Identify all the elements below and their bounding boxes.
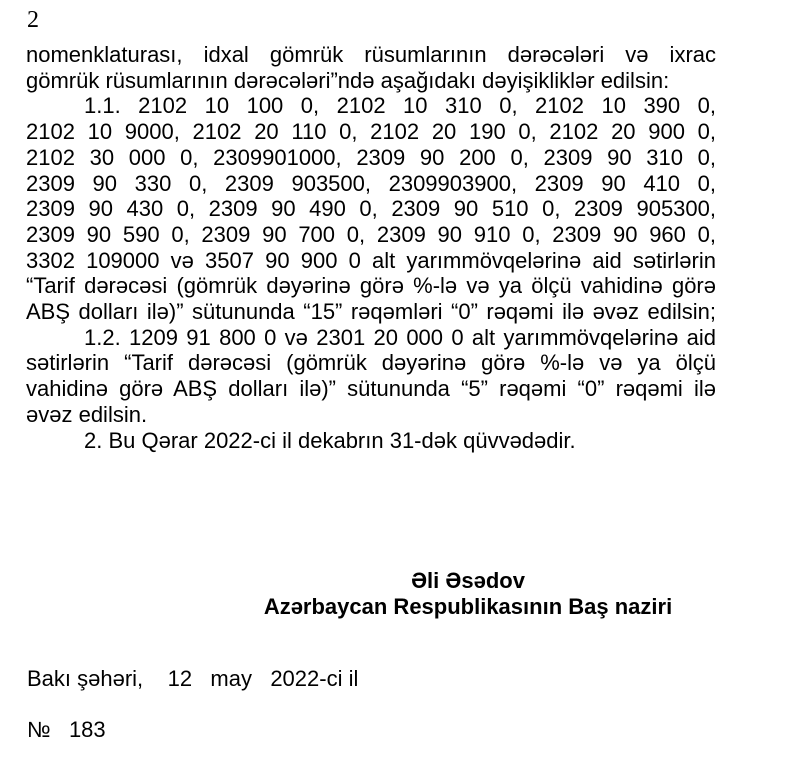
document-number: № 183 xyxy=(27,717,106,742)
body-line: əvəz edilsin. xyxy=(26,401,148,427)
body-line: 2102 10 9000, 2102 20 110 0, 2102 20 190 0, 2102 20 900 0, xyxy=(26,119,716,145)
body-line: 3302 109000 və 3507 90 900 0 alt yarımmövqelərinə aid sətirlərin xyxy=(26,247,716,273)
body-line: nomenklaturası, idxal gömrük rüsumlarının dərəcələri və ixrac xyxy=(26,42,716,67)
body-line: gömrük rüsumlarının dərəcələri”ndə aşağıdakı dəyişikliklər edilsin: xyxy=(26,67,670,93)
body-line: 2309 90 330 0, 2309 903500, 2309903900, 2309 90 410 0, xyxy=(26,170,716,196)
signatory-name: Əli Əsədov xyxy=(411,568,525,593)
body-line: 1.2. 1209 91 800 0 və 2301 20 000 0 alt yarımmövqelərinə aid xyxy=(84,324,716,350)
place-and-date: Bakı şəhəri, 12 may 2022-ci il xyxy=(27,666,359,691)
signatory-title: Azərbaycan Respublikasının Baş naziri xyxy=(263,594,673,619)
body-line: 2102 30 000 0, 2309901000, 2309 90 200 0, 2309 90 310 0, xyxy=(26,144,716,170)
page-number: 2 xyxy=(27,7,39,33)
body-line: sətirlərin “Tarif dərəcəsi (gömrük dəyərinə görə %-lə və ya ölçü xyxy=(26,350,716,376)
body-line: “Tarif dərəcəsi (gömrük dəyərinə görə %-lə və ya ölçü vahidinə görə xyxy=(26,273,716,299)
body-line: ABŞ dolları ilə)” sütununda “15” rəqəmləri “0” rəqəmi ilə əvəz edilsin; xyxy=(26,299,716,325)
document-body xyxy=(26,42,716,453)
body-line: 2309 90 430 0, 2309 90 490 0, 2309 90 510 0, 2309 905300, xyxy=(26,196,716,222)
body-line: vahidinə görə ABŞ dolları ilə)” sütununda “5” rəqəmi “0” rəqəmi ilə xyxy=(26,376,716,402)
body-line: 2. Bu Qərar 2022-ci il dekabrın 31-dək qüvvədədir. xyxy=(84,427,576,453)
body-line: 1.1. 2102 10 100 0, 2102 10 310 0, 2102 10 390 0, xyxy=(84,93,716,119)
body-line: 2309 90 590 0, 2309 90 700 0, 2309 90 910 0, 2309 90 960 0, xyxy=(26,221,716,247)
signature-block xyxy=(133,568,800,620)
